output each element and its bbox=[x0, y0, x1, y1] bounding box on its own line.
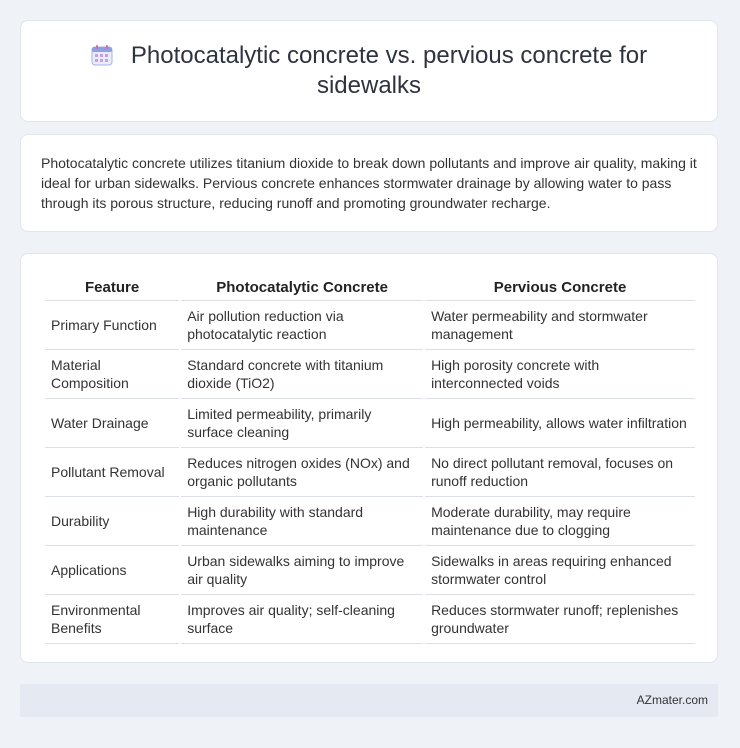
photocatalytic-cell: Improves air quality; self-cleaning surface bbox=[181, 595, 423, 644]
feature-cell: Applications bbox=[45, 546, 179, 595]
comparison-table bbox=[43, 272, 697, 644]
table-row bbox=[45, 546, 695, 595]
table-row bbox=[45, 448, 695, 497]
feature-cell: Water Drainage bbox=[45, 399, 179, 448]
photocatalytic-cell: Reduces nitrogen oxides (NOx) and organic pollutants bbox=[181, 448, 423, 497]
page-title: Photocatalytic concrete vs. pervious concrete for sidewalks bbox=[130, 42, 648, 99]
photocatalytic-cell: High durability with standard maintenance bbox=[181, 497, 423, 546]
pervious-cell: Sidewalks in areas requiring enhanced stormwater control bbox=[425, 546, 695, 595]
footer-bar bbox=[20, 684, 718, 717]
table-row bbox=[45, 497, 695, 546]
comparison-table-card bbox=[20, 253, 718, 663]
feature-cell: Pollutant Removal bbox=[45, 448, 179, 497]
intro-paragraph: Photocatalytic concrete utilizes titanium dioxide to break down pollutants and improve air quality, making it ideal for urban sidewalks. Pervious concrete enhances stormwater drainage by allowing water to pass through its porous structure, reducing runoff and promoting groundwater recharge. bbox=[41, 155, 697, 211]
pervious-cell: High permeability, allows water infiltration bbox=[425, 399, 695, 448]
table-row bbox=[45, 350, 695, 399]
pervious-cell: No direct pollutant removal, focuses on runoff reduction bbox=[425, 448, 695, 497]
feature-cell: Material Composition bbox=[45, 350, 179, 399]
header-photocatalytic: Photocatalytic Concrete bbox=[181, 272, 423, 301]
table-header-row bbox=[45, 272, 695, 301]
photocatalytic-cell: Standard concrete with titanium dioxide (TiO2) bbox=[181, 350, 423, 399]
header-feature: Feature bbox=[45, 272, 179, 301]
pervious-cell: High porosity concrete with interconnected voids bbox=[425, 350, 695, 399]
page-title-container bbox=[69, 41, 669, 101]
pervious-cell: Moderate durability, may require maintenance due to clogging bbox=[425, 497, 695, 546]
title-card bbox=[20, 20, 718, 122]
header-pervious: Pervious Concrete bbox=[425, 272, 695, 301]
calendar-icon bbox=[91, 44, 113, 66]
feature-cell: Primary Function bbox=[45, 301, 179, 350]
pervious-cell: Water permeability and stormwater management bbox=[425, 301, 695, 350]
table-row bbox=[45, 399, 695, 448]
pervious-cell: Reduces stormwater runoff; replenishes groundwater bbox=[425, 595, 695, 644]
table-row bbox=[45, 301, 695, 350]
photocatalytic-cell: Air pollution reduction via photocatalytic reaction bbox=[181, 301, 423, 350]
intro-card bbox=[20, 134, 718, 232]
feature-cell: Environmental Benefits bbox=[45, 595, 179, 644]
table-row bbox=[45, 595, 695, 644]
footer-brand: AZmater.com bbox=[636, 693, 708, 707]
feature-cell: Durability bbox=[45, 497, 179, 546]
photocatalytic-cell: Urban sidewalks aiming to improve air quality bbox=[181, 546, 423, 595]
photocatalytic-cell: Limited permeability, primarily surface cleaning bbox=[181, 399, 423, 448]
